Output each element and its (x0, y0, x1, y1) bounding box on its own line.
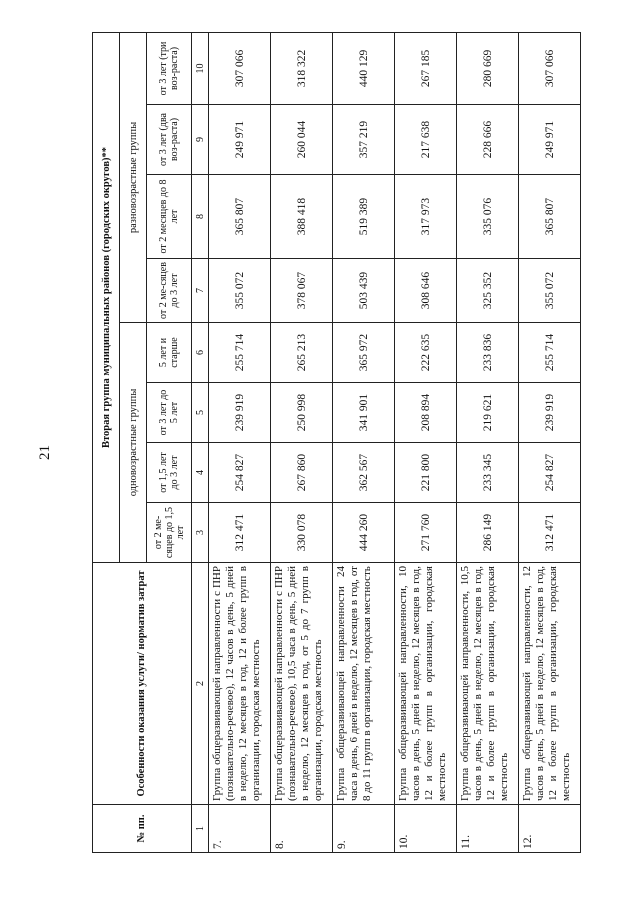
row-description: Группа общеразвивающей направленности, 10 часов в день, 5 дней в неделю, 12 месяцев в год, 12 и более групп в организации, городская местность (395, 563, 457, 805)
table-row (333, 32, 395, 852)
col-number: 9 (192, 105, 209, 175)
header-sub: 5 лет и старше (147, 323, 192, 383)
header-num: № пп. (93, 805, 192, 853)
cell-value: 250 998 (271, 383, 333, 443)
cell-value: 260 044 (271, 105, 333, 175)
header-desc: Особенности оказания услуги/ норматив затрат (93, 563, 192, 805)
row-number: 12. (519, 805, 581, 853)
header-sub: от 2 ме-сяцев до 3 лет (147, 259, 192, 323)
col-number: 3 (192, 503, 209, 563)
cell-value: 217 638 (395, 105, 457, 175)
cell-value: 312 471 (519, 503, 581, 563)
col-number: 1 (192, 805, 209, 853)
cell-value: 325 352 (457, 259, 519, 323)
cell-value: 255 714 (519, 323, 581, 383)
cell-value: 362 567 (333, 443, 395, 503)
header-group-title: Вторая группа муниципальных районов (городских округов)** (93, 32, 120, 562)
cell-value: 341 901 (333, 383, 395, 443)
cell-value: 265 213 (271, 323, 333, 383)
cell-value: 330 078 (271, 503, 333, 563)
cell-value: 286 149 (457, 503, 519, 563)
cell-value: 233 836 (457, 323, 519, 383)
cell-value: 255 714 (209, 323, 271, 383)
cell-value: 254 827 (209, 443, 271, 503)
cell-value: 307 066 (519, 32, 581, 104)
row-number: 7. (209, 805, 271, 853)
cell-value: 365 972 (333, 323, 395, 383)
row-number: 11. (457, 805, 519, 853)
cell-value: 267 185 (395, 32, 457, 104)
cell-value: 280 669 (457, 32, 519, 104)
cost-norms-table (92, 32, 581, 853)
cell-value: 228 666 (457, 105, 519, 175)
row-description: Группа общеразвивающей направленности с ПНР (познавательно-речевое), 10,5 часа в день, 5 дней в неделю, 12 месяцев в год, от 5 до 7 групп в организации, городская местность (271, 563, 333, 805)
col-number: 5 (192, 383, 209, 443)
table-row (519, 32, 581, 852)
cell-value: 208 894 (395, 383, 457, 443)
row-description: Группа общеразвивающей направленности 24 часа в день, 6 дней в неделю, 12 месяцев в год, от 8 до 11 групп в организации, городская местность (333, 563, 395, 805)
cell-value: 219 621 (457, 383, 519, 443)
rotated-table-container (92, 33, 637, 853)
cell-value: 365 807 (209, 175, 271, 259)
table-row (271, 32, 333, 852)
cell-value: 308 646 (395, 259, 457, 323)
row-description: Группа общеразвивающей направленности, 10,5 часов в день, 5 дней в неделю, 12 месяцев в год, 12 и более групп в организации, городская местность (457, 563, 519, 805)
header-sub: от 3 лет (два воз-раста) (147, 105, 192, 175)
col-number: 4 (192, 443, 209, 503)
header-sub: от 1,5 лет до 3 лет (147, 443, 192, 503)
cell-value: 355 072 (519, 259, 581, 323)
table-row (457, 32, 519, 852)
table-row (209, 32, 271, 852)
cell-value: 233 345 (457, 443, 519, 503)
cell-value: 249 971 (209, 105, 271, 175)
cell-value: 388 418 (271, 175, 333, 259)
cell-value: 271 760 (395, 503, 457, 563)
header-sub: от 2 ме-сяцев до 1,5 лет (147, 503, 192, 563)
cell-value: 503 439 (333, 259, 395, 323)
col-number: 10 (192, 32, 209, 104)
cell-value: 249 971 (519, 105, 581, 175)
row-description: Группа общеразвивающей направленности с ПНР (познавательно-речевое), 12 часов в день, 5 дней в неделю, 12 месяцев в год, 12 и более групп в организации, городская местность (209, 563, 271, 805)
cell-value: 519 389 (333, 175, 395, 259)
cell-value: 444 260 (333, 503, 395, 563)
cell-value: 222 635 (395, 323, 457, 383)
cell-value: 239 919 (209, 383, 271, 443)
table-row (395, 32, 457, 852)
page-number: 21 (37, 445, 53, 460)
cell-value: 221 800 (395, 443, 457, 503)
col-number: 7 (192, 259, 209, 323)
row-number: 10. (395, 805, 457, 853)
row-description: Группа общеразвивающей направленности, 12 часов в день, 5 дней в неделю, 12 месяцев в год, 12 и более групп в организации, городская местность (519, 563, 581, 805)
header-single-age: одновозрастные группы (120, 323, 147, 563)
cell-value: 335 076 (457, 175, 519, 259)
cell-value: 440 129 (333, 32, 395, 104)
col-number: 2 (192, 563, 209, 805)
cell-value: 378 067 (271, 259, 333, 323)
header-mixed-age: разновозрастные группы (120, 32, 147, 322)
cell-value: 365 807 (519, 175, 581, 259)
header-sub: от 3 лет (три воз-раста) (147, 32, 192, 104)
cell-value: 355 072 (209, 259, 271, 323)
cell-value: 318 322 (271, 32, 333, 104)
header-sub: от 2 месяцев до 8 лет (147, 175, 192, 259)
header-sub: от 3 лет до 5 лет (147, 383, 192, 443)
cell-value: 357 219 (333, 105, 395, 175)
cell-value: 317 973 (395, 175, 457, 259)
col-number: 8 (192, 175, 209, 259)
cell-value: 267 860 (271, 443, 333, 503)
cell-value: 254 827 (519, 443, 581, 503)
cell-value: 307 066 (209, 32, 271, 104)
cell-value: 312 471 (209, 503, 271, 563)
row-number: 8. (271, 805, 333, 853)
row-number: 9. (333, 805, 395, 853)
col-number: 6 (192, 323, 209, 383)
cell-value: 239 919 (519, 383, 581, 443)
